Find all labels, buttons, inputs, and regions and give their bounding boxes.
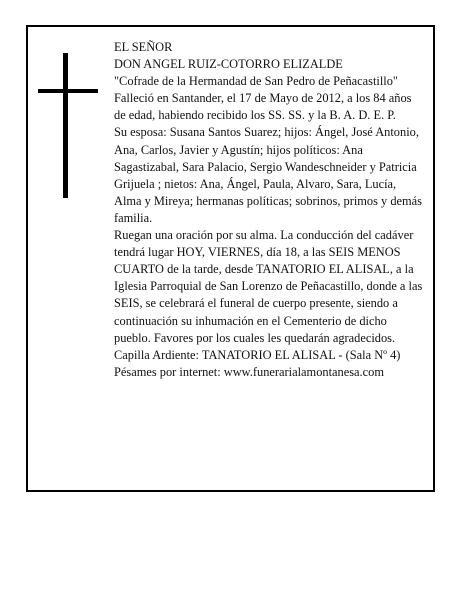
funeral-details: Ruegan una oración por su alma. La conducción del cadáver tendrá lugar HOY, VIERNES, día 18, a las SEIS MENOS CUARTO de la tarde, desde TANATORIO EL ALISAL, a la Iglesia Parroquial de San Lorenzo de Peñacastillo, donde a las SEIS, se celebrará el funeral de cuerpo presente, siendo a continuación su inhumación en el Cementerio de dicho pueblo. Favores por los cuales les quedarán agradecidos. Capilla Ardiente: TANATORIO EL ALISAL - (Sala Nº 4)	[114, 228, 423, 362]
notice-header: EL SEÑOR	[114, 40, 173, 54]
cross-horizontal-bar	[38, 89, 98, 93]
affiliation: "Cofrade de la Hermandad de San Pedro de Peñacastillo"	[114, 74, 398, 89]
cross-vertical-bar	[63, 53, 68, 198]
cross-icon	[38, 53, 98, 198]
family-list: Su esposa: Susana Santos Suarez; hijos: Ángel, José Antonio, Ana, Carlos, Javier y Agustín; hijos políticos: Ana Sagastizabal, Sara Palacio, Sergio Wandeschneider y Patricia Grijuela ; nietos: Ana, Ángel, Paula, Alvaro, Sara, Lucía, Alma y Mireya; hermanas políticas; sobrinos, primos y demás familia.	[114, 125, 422, 225]
death-statement: Falleció en Santander, el 17 de Mayo de 2012, a los 84 años de edad, habiendo recibido los SS. SS. y la B. A. D. E. P.	[114, 91, 412, 123]
obituary-text	[114, 39, 426, 381]
condolences-line: Pésames por internet: www.funerarialamontanesa.com	[114, 364, 384, 379]
deceased-name: DON ANGEL RUIZ-COTORRO ELIZALDE	[114, 57, 343, 72]
